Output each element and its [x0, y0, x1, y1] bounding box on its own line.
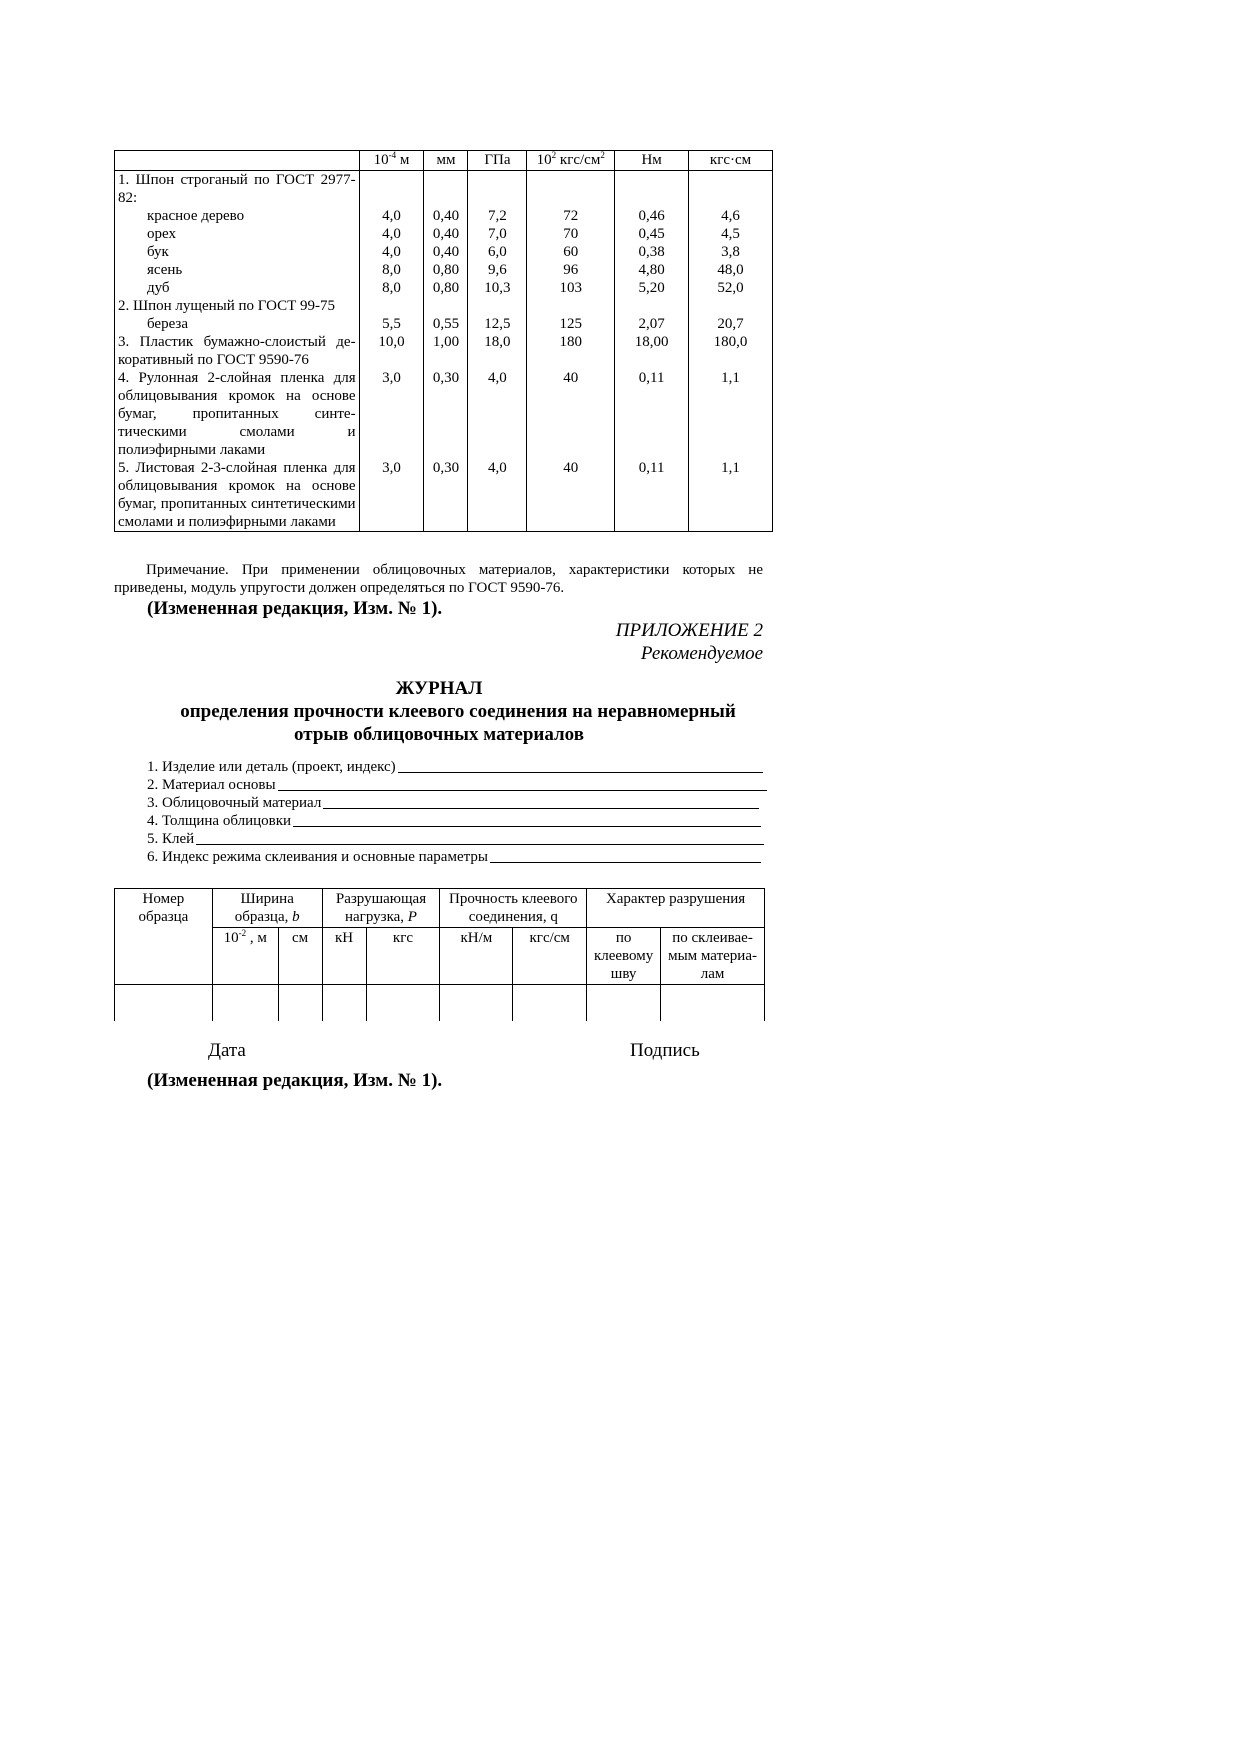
- table-cell: 4,0: [468, 459, 527, 532]
- form-field-base-material: 2. Материал основы: [147, 776, 767, 794]
- table-row: [115, 297, 773, 315]
- table-cell: 0,45: [615, 225, 689, 243]
- form-field-glue: 5. Клей: [147, 830, 767, 848]
- header-breaking-load: Разрушающая нагрузка, P: [322, 889, 440, 928]
- table-cell: 7,0: [468, 225, 527, 243]
- table-cell: 10,3: [468, 279, 527, 297]
- table-cell: 8,0: [359, 279, 424, 297]
- table-cell: 4,6: [689, 207, 773, 225]
- table-cell: 70: [527, 225, 615, 243]
- table-cell: 0,80: [424, 279, 468, 297]
- journal-empty-row: [115, 985, 765, 1022]
- table-cell: [615, 171, 689, 208]
- table-cell: [212, 985, 278, 1022]
- material-name: орех: [115, 225, 360, 243]
- header-stiffness-nm: Нм: [615, 151, 689, 171]
- table-cell: 0,80: [424, 261, 468, 279]
- table-cell: 7,2: [468, 207, 527, 225]
- signature-sign-label: Подпись: [630, 1040, 700, 1061]
- subheader-fracture-material: по склеивае-мым материа-лам: [661, 928, 765, 985]
- fill-line: [398, 772, 763, 773]
- table-row: [115, 459, 773, 532]
- fill-line: [196, 844, 764, 845]
- header-thickness-mm: мм: [424, 151, 468, 171]
- form-field-product: 1. Изделие или деталь (проект, индекс): [147, 758, 767, 776]
- table-cell: [440, 985, 513, 1022]
- fill-line: [278, 790, 767, 791]
- table-cell: 5,5: [359, 315, 424, 333]
- table-cell: 180,0: [689, 333, 773, 369]
- appendix-subtitle: Рекомендуемое: [640, 643, 763, 664]
- table-cell: [527, 171, 615, 208]
- materials-table-header: [115, 151, 773, 171]
- subheader-load-kgs: кгс: [366, 928, 440, 985]
- table-cell: [615, 297, 689, 315]
- journal-subtitle-line2: отрыв облицовочных материалов: [294, 724, 584, 745]
- table-cell: 72: [527, 207, 615, 225]
- table-cell: 20,7: [689, 315, 773, 333]
- material-name: 2. Шпон лущеный по ГОСТ 99-75: [115, 297, 360, 315]
- table-cell: 4,0: [359, 225, 424, 243]
- table-cell: 0,40: [424, 225, 468, 243]
- edition-note: (Измененная редакция, Изм. № 1).: [147, 598, 443, 619]
- subheader-width-m: $10^{-2}$ , м: [212, 928, 278, 985]
- table-note: Примечание. При применении облицовочных материалов, характеристики которых не приведены, модуль упругости должен определяться по ГОСТ 9590-76.: [114, 562, 763, 596]
- material-name: 1. Шпон строганый по ГОСТ 2977-82:: [115, 171, 360, 208]
- table-cell: [513, 985, 587, 1022]
- table-cell: 0,11: [615, 369, 689, 459]
- fill-line: [323, 808, 759, 809]
- table-cell: 12,5: [468, 315, 527, 333]
- material-name: ясень: [115, 261, 360, 279]
- table-cell: 5,20: [615, 279, 689, 297]
- header-fracture-type: Характер разрушения: [587, 889, 765, 928]
- table-cell: [366, 985, 440, 1022]
- table-cell: 0,55: [424, 315, 468, 333]
- table-row: [115, 333, 773, 369]
- journal-table: [114, 888, 765, 1021]
- table-cell: 48,0: [689, 261, 773, 279]
- table-cell: 6,0: [468, 243, 527, 261]
- material-name: бук: [115, 243, 360, 261]
- table-cell: [661, 985, 765, 1022]
- table-cell: 4,80: [615, 261, 689, 279]
- table-cell: [468, 297, 527, 315]
- form-fields: [147, 758, 767, 866]
- material-name: 3. Пластик бумажно-слоистый де-коративный по ГОСТ 9590-76: [115, 333, 360, 369]
- table-cell: [424, 171, 468, 208]
- material-name: береза: [115, 315, 360, 333]
- table-cell: [359, 171, 424, 208]
- material-name: 5. Листовая 2-3-слойная пленка для облицовывания кромок на основе бумаг, пропитанных синтетическими смолами и полиэфирными лаками: [115, 459, 360, 532]
- material-name: 4. Рулонная 2-слойная пленка для облицовывания кромок на основе бумаг, пропитанных синте-тическими смолами и полиэфирными лаками: [115, 369, 360, 459]
- header-modulus-kgs: $10^2$ кгс/$см^2$: [527, 151, 615, 171]
- table-cell: [527, 297, 615, 315]
- subheader-width-cm: см: [278, 928, 322, 985]
- table-row: [115, 171, 773, 208]
- table-cell: 1,00: [424, 333, 468, 369]
- signature-date-label: Дата: [208, 1040, 246, 1061]
- journal-subtitle-line1: определения прочности клеевого соединения на неравномерный: [180, 701, 736, 722]
- material-name: красное дерево: [115, 207, 360, 225]
- table-cell: [587, 985, 661, 1022]
- journal-title: ЖУРНАЛ: [395, 678, 483, 699]
- table-cell: [322, 985, 366, 1022]
- table-cell: 0,11: [615, 459, 689, 532]
- table-cell: 4,0: [359, 243, 424, 261]
- table-cell: 1,1: [689, 459, 773, 532]
- material-name: дуб: [115, 279, 360, 297]
- table-cell: 8,0: [359, 261, 424, 279]
- header-sample-width: Ширина образца, b: [212, 889, 322, 928]
- table-cell: 4,0: [468, 369, 527, 459]
- materials-table: [114, 150, 773, 532]
- table-row: [115, 279, 773, 297]
- table-cell: 2,07: [615, 315, 689, 333]
- table-cell: 0,38: [615, 243, 689, 261]
- table-cell: 3,0: [359, 459, 424, 532]
- table-cell: 3,8: [689, 243, 773, 261]
- table-cell: 3,0: [359, 369, 424, 459]
- table-cell: 10,0: [359, 333, 424, 369]
- table-cell: [689, 297, 773, 315]
- table-cell: 9,6: [468, 261, 527, 279]
- table-row: [115, 225, 773, 243]
- table-cell: 40: [527, 459, 615, 532]
- table-row: [115, 261, 773, 279]
- table-cell: 180: [527, 333, 615, 369]
- form-field-mode: 6. Индекс режима склеивания и основные параметры: [147, 848, 767, 866]
- table-cell: [468, 171, 527, 208]
- table-cell: 0,30: [424, 369, 468, 459]
- table-row: [115, 243, 773, 261]
- table-cell: [278, 985, 322, 1022]
- table-row: [115, 315, 773, 333]
- table-cell: [689, 171, 773, 208]
- table-cell: 18,0: [468, 333, 527, 369]
- fill-line: [490, 862, 761, 863]
- subheader-strength-knm: кН/м: [440, 928, 513, 985]
- header-stiffness-kgscm: кгс·см: [689, 151, 773, 171]
- table-cell: 0,40: [424, 207, 468, 225]
- table-cell: 40: [527, 369, 615, 459]
- table-cell: 4,5: [689, 225, 773, 243]
- header-thickness-m: $10^{-4}$ м: [359, 151, 424, 171]
- table-cell: 96: [527, 261, 615, 279]
- table-cell: [115, 985, 213, 1022]
- header-empty: [115, 151, 360, 171]
- table-cell: 1,1: [689, 369, 773, 459]
- header-bond-strength: Прочность клеевого соединения, q: [440, 889, 587, 928]
- table-cell: 52,0: [689, 279, 773, 297]
- table-cell: 103: [527, 279, 615, 297]
- table-cell: 4,0: [359, 207, 424, 225]
- table-row: [115, 207, 773, 225]
- header-modulus-gpa: ГПа: [468, 151, 527, 171]
- header-sample-number: Номер образца: [115, 889, 213, 985]
- table-cell: 0,40: [424, 243, 468, 261]
- form-field-thickness: 4. Толщина облицовки: [147, 812, 767, 830]
- subheader-strength-kgscm: кгс/см: [513, 928, 587, 985]
- form-field-facing-material: 3. Облицовочный материал: [147, 794, 767, 812]
- table-cell: 60: [527, 243, 615, 261]
- appendix-title: ПРИЛОЖЕНИЕ 2: [615, 620, 763, 641]
- table-cell: 0,30: [424, 459, 468, 532]
- table-cell: 0,46: [615, 207, 689, 225]
- subheader-fracture-seam: по клеевому шву: [587, 928, 661, 985]
- edition-note-2: (Измененная редакция, Изм. № 1).: [147, 1070, 443, 1091]
- subheader-load-kn: кН: [322, 928, 366, 985]
- table-cell: [424, 297, 468, 315]
- table-cell: 125: [527, 315, 615, 333]
- fill-line: [293, 826, 761, 827]
- table-cell: 18,00: [615, 333, 689, 369]
- table-cell: [359, 297, 424, 315]
- table-row: [115, 369, 773, 459]
